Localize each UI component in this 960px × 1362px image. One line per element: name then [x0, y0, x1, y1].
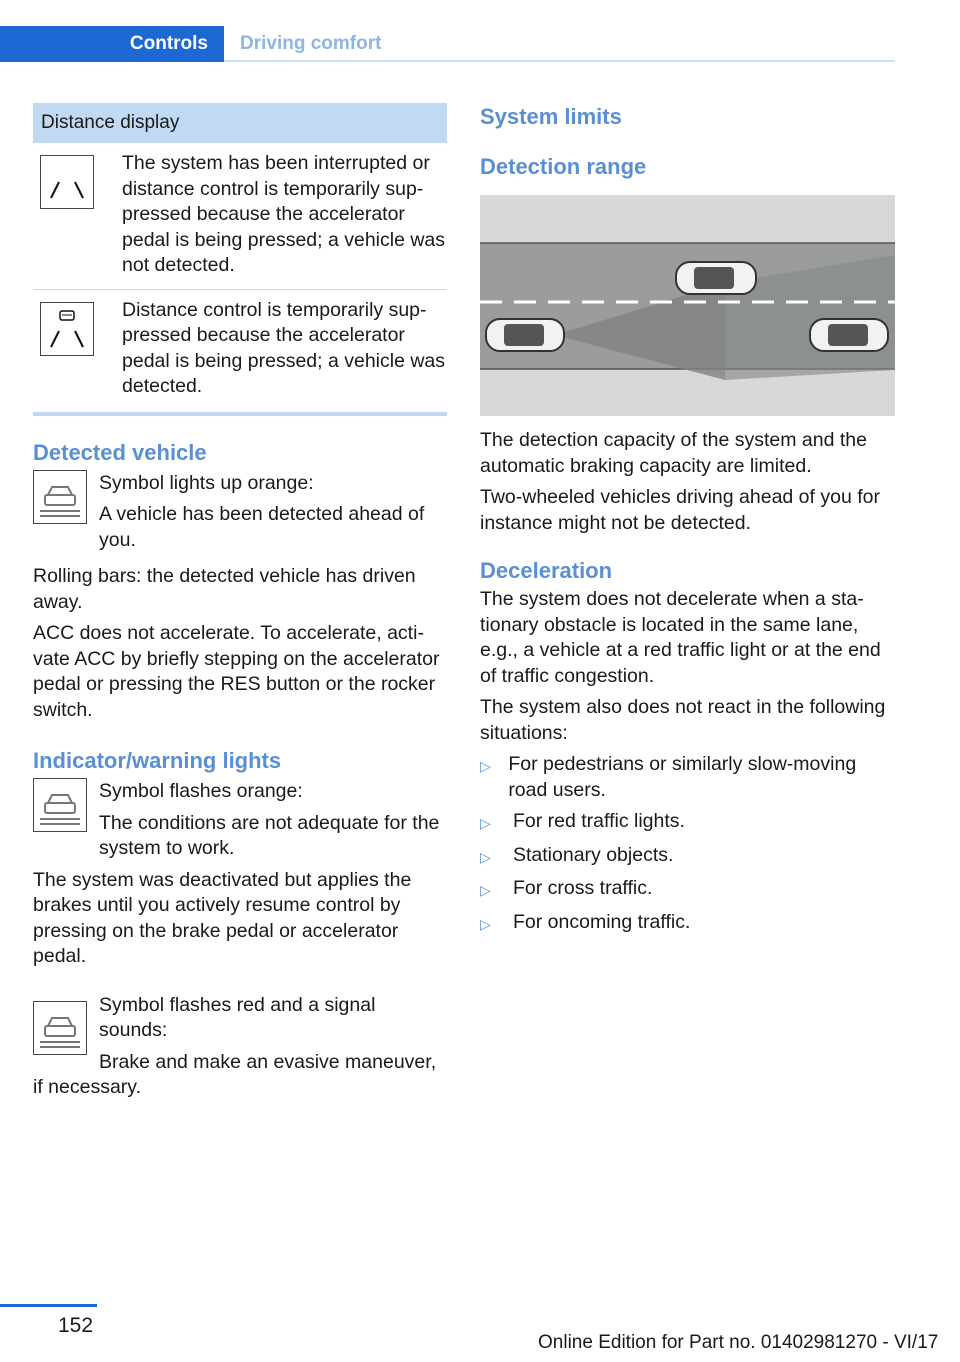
system-limits-heading: System limits	[480, 104, 622, 129]
list-item	[480, 752, 895, 803]
triangle-bullet-icon: ▷	[480, 915, 491, 932]
page-number: 152	[58, 1314, 94, 1337]
vehicle-detected-icon	[33, 470, 87, 524]
detection-range-figure	[480, 195, 895, 416]
distance-lines-vehicle-icon	[40, 302, 94, 356]
vehicle-warning-orange-icon	[33, 778, 87, 832]
list-item	[480, 843, 895, 871]
list-item	[480, 809, 895, 837]
list-item-text: For pedestrians or similarly slow-moving road users.	[508, 753, 857, 801]
warning-paragraph: The system was deactivated but applies the brakes until you actively resume control by pressing on the brake pedal or accelerator pedal.	[33, 868, 412, 967]
red-warning-block	[33, 993, 447, 1101]
warning-line3: Symbol flashes red and a signal sounds:	[99, 993, 376, 1041]
limits-paragraph-1: The detection capacity of the system and the automatic braking capacity are limited.	[480, 429, 867, 477]
warning-lights-heading: Indicator/warning lights	[33, 748, 282, 773]
footer-rule	[0, 1304, 97, 1307]
deceleration-heading: Deceleration	[480, 558, 613, 583]
list-item-text: For oncoming traffic.	[513, 910, 691, 933]
list-item-text: For cross traffic.	[513, 877, 653, 899]
detected-vehicle-section	[33, 439, 447, 724]
warning-line4: Brake and make an evasive maneuver, if necessary.	[33, 1050, 437, 1098]
table-row	[33, 143, 447, 290]
warning-lights-section	[33, 747, 447, 1101]
header-tab-controls[interactable]: Controls	[0, 26, 224, 62]
list-item	[480, 876, 895, 904]
list-item	[480, 910, 895, 938]
detected-line2: A vehicle has been detected ahead of you.	[99, 503, 425, 551]
list-item-text: For red traffic lights.	[513, 810, 685, 832]
detected-paragraph-1: Rolling bars: the detected vehicle has driven away.	[33, 565, 416, 613]
detected-line1: Symbol lights up orange:	[99, 471, 314, 494]
detected-vehicle-heading: Detected vehicle	[33, 439, 207, 465]
car-ahead-icon	[676, 262, 756, 294]
warning-line2: The conditions are not adequate for the system to work.	[99, 811, 440, 859]
table-header: Distance display	[33, 103, 447, 143]
triangle-bullet-icon: ▷	[480, 848, 491, 865]
header-rule	[224, 60, 895, 62]
limits-paragraph-2: Two-wheeled vehicles driving ahead of you for instance might not be detected.	[480, 486, 880, 534]
detection-range-heading: Detection range	[480, 154, 647, 179]
car-same-lane-icon	[810, 319, 888, 351]
triangle-bullet-icon: ▷	[480, 758, 491, 774]
warning-line1: Symbol flashes orange:	[99, 780, 303, 802]
table-cell-text: Distance control is temporarily suppressed because the accelerator pedal is being pressed; a vehicle was detected.	[122, 298, 446, 397]
list-item-text: Stationary objects.	[513, 843, 674, 866]
table-cell-text: The system has been interrupted or distance control is temporarily suppressed because the accelerator pedal is being pressed; a vehicle was not detected.	[122, 152, 446, 276]
right-column	[480, 103, 895, 937]
detected-paragraph-2: ACC does not accelerate. To accelerate, activate ACC by briefly stepping on the accelerator pedal or pressing the RES button or the rocker switch.	[33, 622, 440, 721]
left-column	[33, 103, 447, 1101]
edition-text: Online Edition for Part no. 01402981270 - VI/17	[538, 1332, 939, 1353]
decel-list	[480, 752, 895, 937]
vehicle-warning-red-icon	[33, 1001, 87, 1055]
distance-lines-icon	[40, 155, 94, 209]
table-row	[33, 290, 447, 416]
decel-paragraph-1: The system does not decelerate when a stationary obstacle is located in the same lane, e.g., a vehicle at a red traffic light or at the end of traffic congestion.	[480, 588, 881, 687]
triangle-bullet-icon: ▷	[480, 815, 491, 831]
decel-paragraph-2: The system also does not react in the following situations:	[480, 696, 886, 744]
header-tab-driving-comfort[interactable]: Driving comfort	[240, 33, 382, 54]
triangle-bullet-icon: ▷	[480, 882, 491, 898]
own-car-icon	[486, 319, 564, 351]
